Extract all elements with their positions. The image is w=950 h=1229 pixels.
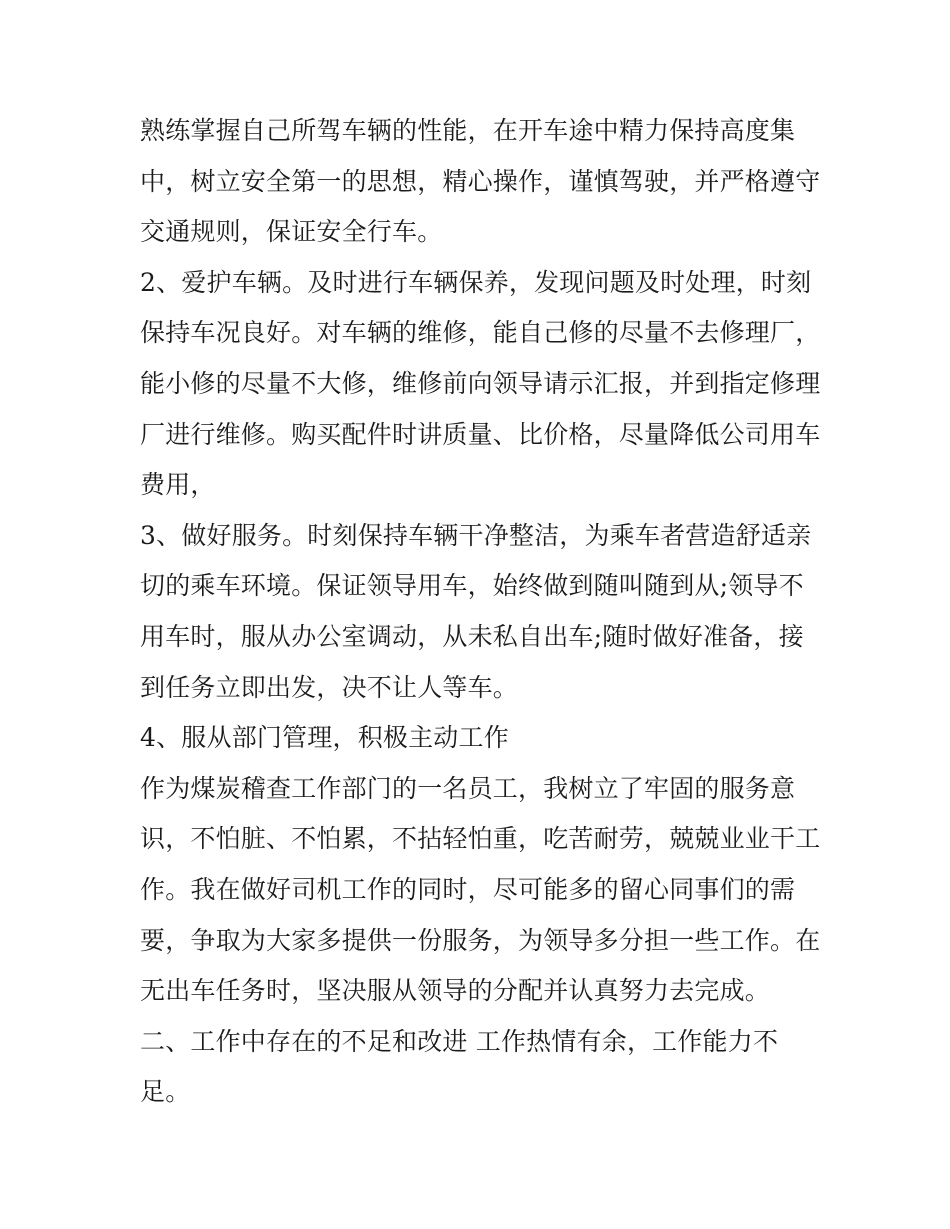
text-line-9: 3、做好服务。时刻保持车辆干净整洁，为乘车者营造舒适亲 [140,520,812,550]
text-line-15: 识，不怕脏、不怕累，不拈轻怕重，吃苦耐劳，兢兢业业干工 [140,824,821,854]
text-line-16: 作。我在做好司机工作的同时，尽可能多的留心同事们的需 [140,874,796,904]
text-line-3: 交通规则，保证安全行车。 [140,217,443,247]
text-line-10: 切的乘车环境。保证领导用车，始终做到随叫随到从;领导不 [140,571,804,601]
text-line-11: 用车时，服从办公室调动，从未私自出车;随时做好准备，接 [140,621,804,651]
text-line-4: 2、爱护车辆。及时进行车辆保养，发现问题及时处理，时刻 [140,267,812,297]
text-line-17: 要，争取为大家多提供一份服务，为领导多分担一些工作。在 [140,925,821,955]
text-line-20: 足。 [140,1077,191,1107]
text-line-14: 作为煤炭稽查工作部门的一名员工，我树立了牢固的服务意 [140,773,796,803]
text-line-8: 费用， [140,470,216,500]
body-text [140,106,830,1118]
text-line-7: 厂进行维修。购买配件时讲质量、比价格，尽量降低公司用车 [140,419,821,449]
text-line-1: 熟练掌握自己所驾车辆的性能，在开车途中精力保持高度集 [140,116,796,145]
text-line-12: 到任务立即出发，决不让人等车。 [140,672,519,702]
text-line-13: 4、服从部门管理，积极主动工作 [140,723,509,753]
text-line-6: 能小修的尽量不大修，维修前向领导请示汇报，并到指定修理 [140,368,821,398]
text-line-2: 中，树立安全第一的思想，精心操作，谨慎驾驶，并严格遵守 [140,166,821,196]
text-line-5: 保持车况良好。对车辆的维修，能自己修的尽量不去修理厂， [140,318,821,348]
text-line-18: 无出车任务时，坚决服从领导的分配并认真努力去完成。 [140,976,771,1006]
text-line-19: 二、工作中存在的不足和改进 工作热情有余，工作能力不 [140,1026,779,1056]
